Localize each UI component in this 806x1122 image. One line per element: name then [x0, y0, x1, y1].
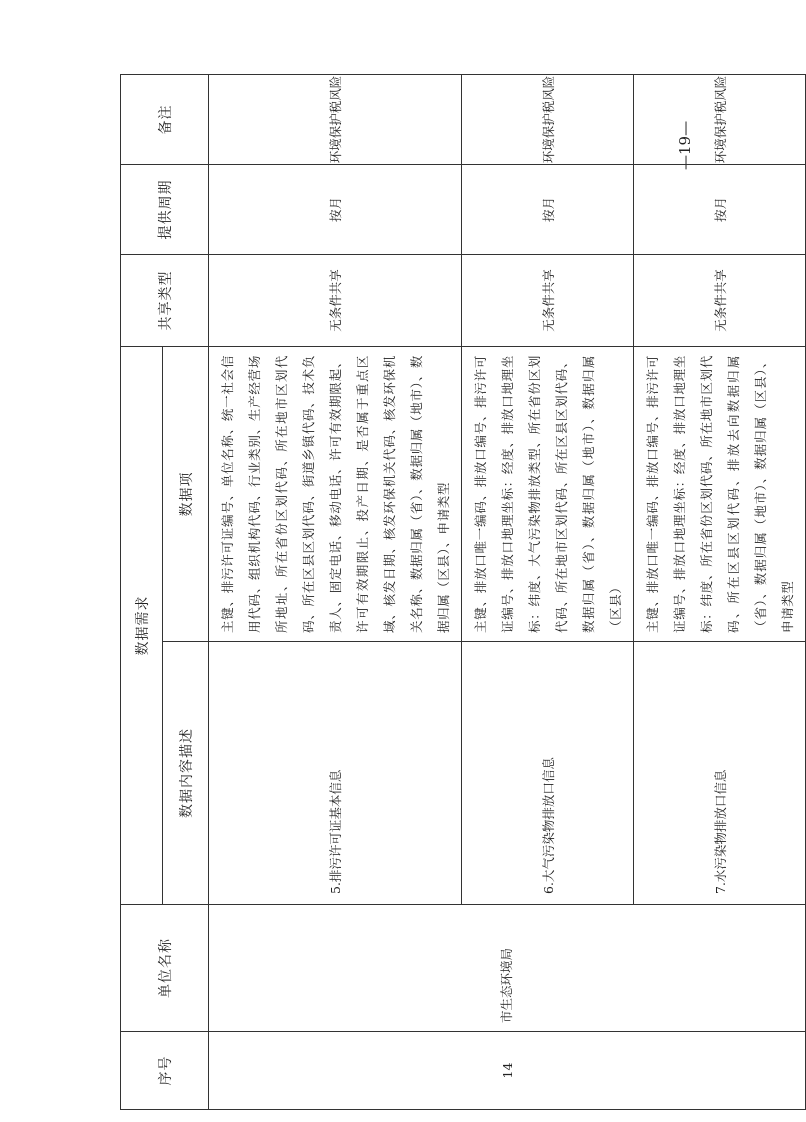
- share-type-cell: 无条件共享: [209, 255, 462, 347]
- header-seq: 序号: [121, 1032, 209, 1110]
- cycle-cell: 按月: [209, 165, 462, 255]
- unit-name-cell: 市生态环境局: [209, 905, 806, 1032]
- remark-cell: 环境保护税风险: [634, 75, 806, 165]
- header-data-items: 数据项: [163, 347, 209, 642]
- header-unit-name: 单位名称: [121, 905, 209, 1032]
- data-demand-table: [120, 74, 806, 1110]
- content-desc-cell: 7.水污染物排放口信息: [634, 642, 806, 905]
- remark-cell: 环境保护税风险: [209, 75, 462, 165]
- content-desc-cell: 5.排污许可证基本信息: [209, 642, 462, 905]
- header-data-demand: 数据需求: [121, 347, 163, 905]
- header-row-1: [121, 75, 163, 1110]
- share-type-cell: 无条件共享: [462, 255, 634, 347]
- table-row: [209, 75, 462, 1110]
- header-share-type: 共享类型: [121, 255, 209, 347]
- cycle-cell: 按月: [634, 165, 806, 255]
- page-number: —19—: [676, 120, 694, 170]
- rotated-table-container: [120, 75, 795, 1110]
- header-remark: 备注: [121, 75, 209, 165]
- seq-cell: 14: [209, 1032, 806, 1110]
- remark-cell: 环境保护税风险: [462, 75, 634, 165]
- data-items-cell: 主键、排放口唯一编码、排放口编号、排污许可证编号、排放口地理坐标：经度、排放口地理坐标：纬度、大气污染物排放类型、所在省份区划代码、所在地市区划代码、所在区县区划代码、数据归属（省）、数据归属（地市）、数据归属（区县）: [462, 347, 634, 642]
- header-content-desc: 数据内容描述: [163, 642, 209, 905]
- header-cycle: 提供周期: [121, 165, 209, 255]
- data-items-cell: 主键、排放口唯一编码、排放口编号、排污许可证编号、排放口地理坐标：经度、排放口地理坐标：纬度、所在省份区划代码、所在地市区划代码、所在区县区划代码、排放去向数据归属（省）、数据归属（地市）、数据归属（区县）、申请类型: [634, 347, 806, 642]
- cycle-cell: 按月: [462, 165, 634, 255]
- content-desc-cell: 6.大气污染物排放口信息: [462, 642, 634, 905]
- data-items-cell: 主键、排污许可证编号、单位名称、统一社会信用代码、组织机构代码、行业类别、生产经营场所地址、所在省份区划代码、所在地市区划代码、所在区县区划代码、街道乡镇代码、技术负责人、固定电话、移动电话、许可有效期限起、许可有效期限止、投产日期、是否属于重点区域、核发日期、核发环保机关代码、核发环保机关名称、数据归属（省）、数据归属（地市）、数据归属（区县）、申请类型: [209, 347, 462, 642]
- share-type-cell: 无条件共享: [634, 255, 806, 347]
